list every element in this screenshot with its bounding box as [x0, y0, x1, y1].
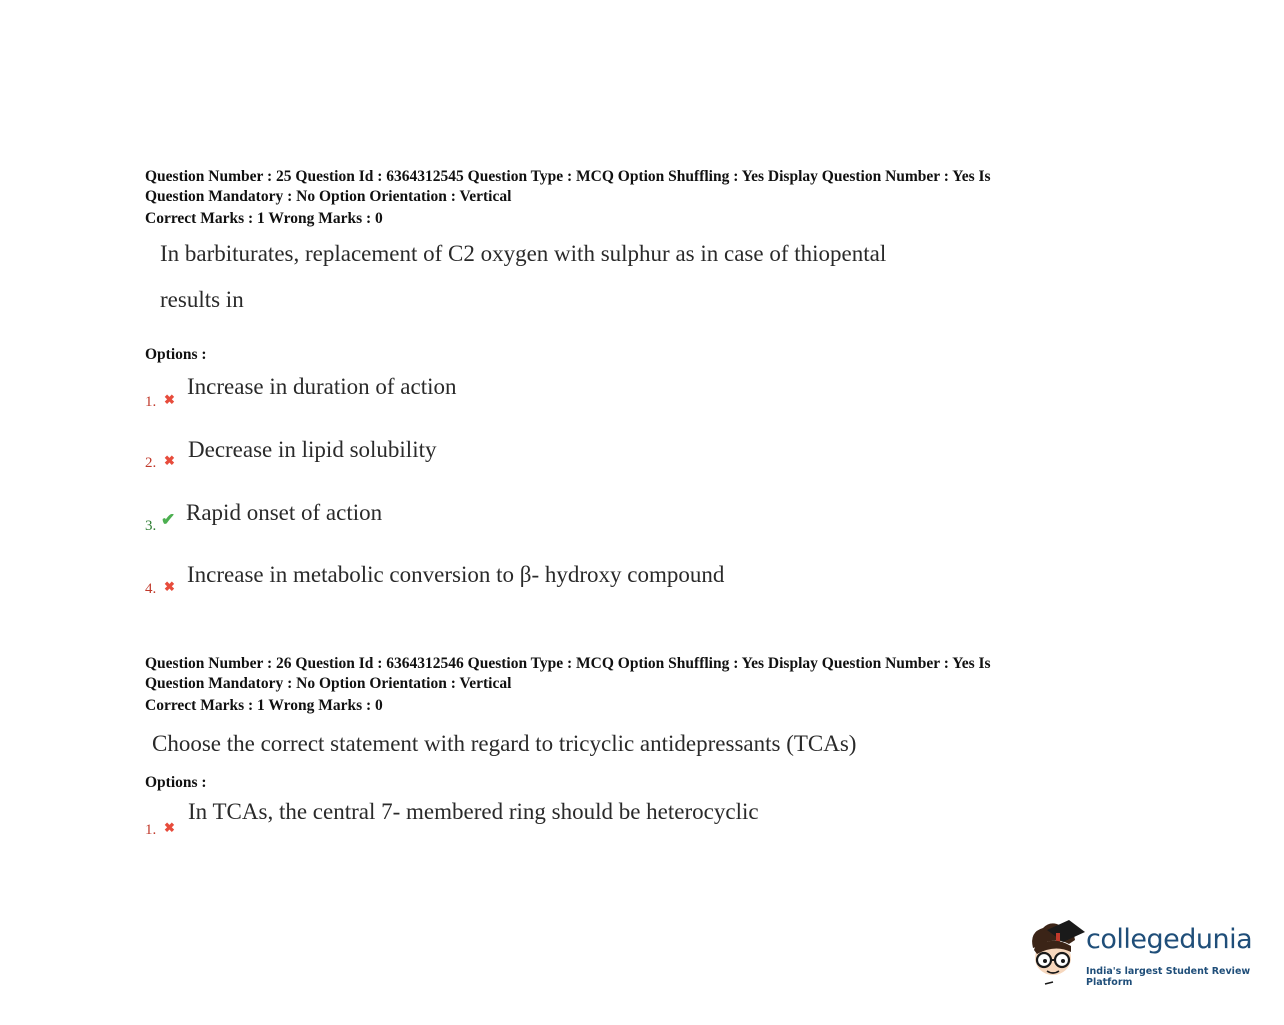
- question-25-text-line-1: In barbiturates, replacement of C2 oxygen with sulphur as in case of thiopental: [160, 241, 887, 266]
- question-26-meta: [145, 654, 1105, 694]
- option-number: 1.: [145, 394, 157, 410]
- option-text: Increase in metabolic conversion to β- hydroxy compound: [187, 562, 725, 587]
- mascot-icon: [1025, 918, 1087, 988]
- question-meta-line: Question Number : 26 Question Id : 6364312546 Question Type : MCQ Option Shuffling : Yes Display Question Number : Yes Is: [145, 655, 991, 672]
- option-text: Increase in duration of action: [187, 374, 457, 399]
- cross-icon: ✖: [164, 453, 175, 468]
- cross-icon: ✖: [164, 392, 175, 407]
- question-25-marks: Correct Marks : 1 Wrong Marks : 0: [145, 210, 383, 227]
- option-number: 3.: [145, 518, 157, 534]
- cross-icon: ✖: [164, 820, 175, 835]
- question-26-text-line-1: Choose the correct statement with regard to tricyclic antidepressants (TCAs): [152, 731, 857, 756]
- cross-icon: ✖: [164, 579, 175, 594]
- question-25-meta: [145, 167, 1105, 207]
- option-text: Decrease in lipid solubility: [188, 437, 437, 462]
- check-icon: ✔: [161, 510, 176, 529]
- collegedunia-logo[interactable]: [1025, 918, 1265, 988]
- question-meta-line: Question Mandatory : No Option Orientation : Vertical: [145, 188, 512, 205]
- option-text: In TCAs, the central 7- membered ring should be heterocyclic: [188, 799, 759, 824]
- question-25-text-line-2: results in: [160, 287, 244, 312]
- question-meta-line: Question Mandatory : No Option Orientation : Vertical: [145, 675, 512, 692]
- option-number: 1.: [145, 822, 157, 838]
- logo-wordmark: collegedunia: [1086, 924, 1253, 955]
- logo-tagline: India's largest Student Review Platform: [1086, 966, 1251, 988]
- question-25-options-label: Options :: [145, 346, 207, 363]
- question-26-marks: Correct Marks : 1 Wrong Marks : 0: [145, 697, 383, 714]
- question-meta-line: Question Number : 25 Question Id : 6364312545 Question Type : MCQ Option Shuffling : Yes Display Question Number : Yes Is: [145, 168, 991, 185]
- option-number: 2.: [145, 455, 157, 471]
- question-26-options-label: Options :: [145, 774, 207, 791]
- option-text: Rapid onset of action: [186, 500, 383, 525]
- option-number: 4.: [145, 581, 157, 597]
